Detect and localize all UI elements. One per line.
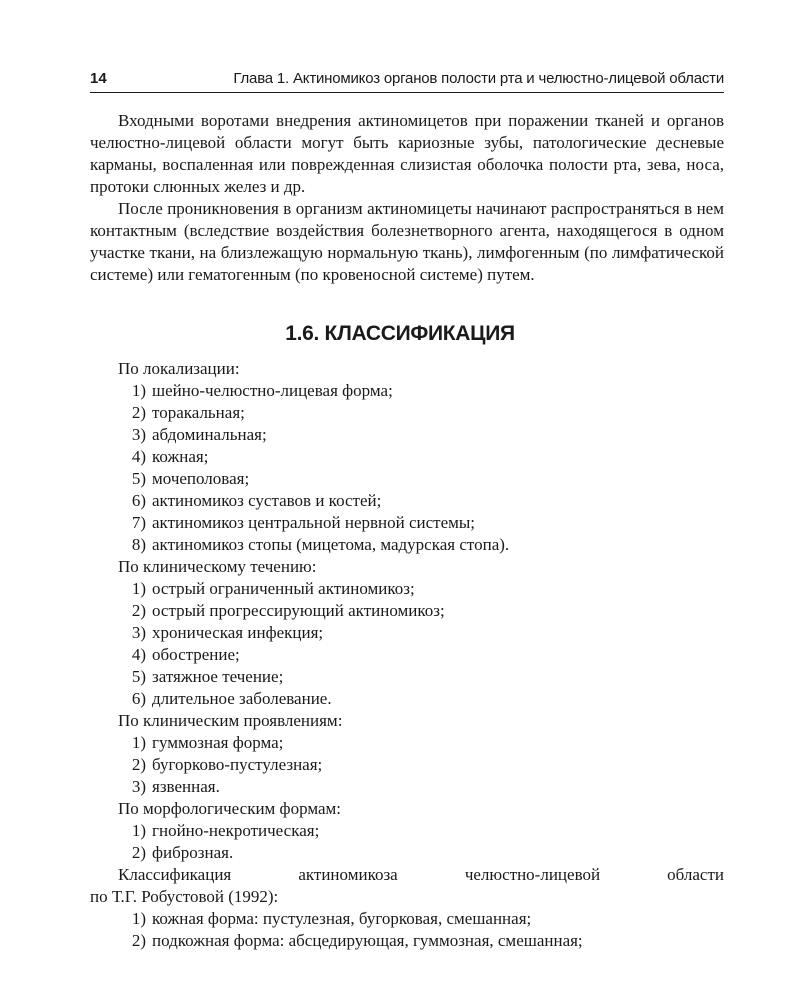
robustova-title-word: Классификация [118, 865, 232, 884]
classification-list [90, 358, 724, 952]
item-number: 2) [131, 755, 146, 774]
list-item [90, 490, 724, 512]
item-text: торакальная; [152, 403, 245, 422]
item-text: кожная; [152, 447, 209, 466]
item-text: фиброзная. [152, 843, 234, 862]
robustova-title-continuation: по Т.Г. Робустовой (1992): [90, 887, 279, 906]
item-number: 2) [131, 601, 146, 620]
group-title: По локализации: [118, 359, 240, 378]
list-item [90, 380, 724, 402]
robustova-title-word: области [667, 865, 724, 884]
item-text: язвенная. [152, 777, 220, 796]
item-text: гуммозная форма; [152, 733, 284, 752]
item-text: гнойно-некротическая; [152, 821, 320, 840]
item-text: затяжное течение; [152, 667, 284, 686]
list-item [90, 622, 724, 644]
list-item [90, 600, 724, 622]
item-number: 2) [131, 931, 146, 950]
page-number: 14 [90, 70, 107, 87]
item-number: 1) [131, 381, 146, 400]
group-title: По клиническому течению: [118, 557, 317, 576]
item-number: 1) [131, 821, 146, 840]
list-item [90, 776, 724, 798]
item-text: актиномикоз суставов и костей; [152, 491, 382, 510]
item-text: острый прогрессирующий актиномикоз; [152, 601, 445, 620]
item-number: 6) [131, 491, 146, 510]
list-item [90, 468, 724, 490]
robustova-title-word: челюстно-лицевой [464, 865, 601, 884]
item-number: 5) [131, 667, 146, 686]
section-heading: 1.6. КЛАССИФИКАЦИЯ [285, 322, 515, 345]
item-number: 7) [131, 513, 146, 532]
item-text: бугорково-пустулезная; [152, 755, 323, 774]
item-number: 4) [131, 645, 146, 664]
item-number: 1) [131, 733, 146, 752]
item-number: 4) [131, 447, 146, 466]
item-number: 1) [131, 579, 146, 598]
robustova-title-word: актиномикоза [298, 865, 398, 884]
list-item [90, 534, 724, 556]
item-text: абдоминальная; [152, 425, 267, 444]
item-text: обострение; [152, 645, 240, 664]
item-number: 6) [131, 689, 146, 708]
list-item [90, 688, 724, 710]
item-number: 3) [131, 623, 146, 642]
item-text: длительное заболевание. [152, 689, 332, 708]
item-text: кожная форма: пустулезная, бугорковая, смешанная; [152, 909, 532, 928]
item-text: хроническая инфекция; [152, 623, 324, 642]
list-item [90, 666, 724, 688]
item-number: 5) [131, 469, 146, 488]
group-title: По морфологическим формам: [118, 799, 341, 818]
list-item [90, 402, 724, 424]
item-number: 3) [131, 777, 146, 796]
item-text: шейно-челюстно-лицевая форма; [152, 381, 393, 400]
item-number: 8) [131, 535, 146, 554]
item-number: 2) [131, 843, 146, 862]
robustova-title [90, 864, 724, 886]
list-item [90, 930, 724, 952]
intro-paragraph: Входными воротами внедрения актиномицетов при поражении тканей и органов челюстно-лицевой области могут быть кариозные зубы, патологические десневые карманы, воспаленная или поврежденная слизистая оболочка полости рта, зева, носа, протоки слюнных желез и др. [90, 111, 724, 196]
list-item [90, 578, 724, 600]
item-text: подкожная форма: абсцедирующая, гуммозная, смешанная; [152, 931, 583, 950]
group-title: По клиническим проявлениям: [118, 711, 343, 730]
list-item [90, 732, 724, 754]
intro-text [90, 110, 724, 286]
list-item [90, 424, 724, 446]
running-title: Глава 1. Актиномикоз органов полости рта и челюстно-лицевой области [233, 70, 724, 87]
running-header [90, 68, 724, 93]
item-text: актиномикоз центральной нервной системы; [152, 513, 476, 532]
item-number: 2) [131, 403, 146, 422]
list-item [90, 644, 724, 666]
item-text: острый ограниченный актиномикоз; [152, 579, 415, 598]
list-item [90, 512, 724, 534]
item-number: 3) [131, 425, 146, 444]
item-number: 1) [131, 909, 146, 928]
item-text: актиномикоз стопы (мицетома, мадурская стопа). [152, 535, 510, 554]
list-item [90, 842, 724, 864]
item-text: мочеполовая; [152, 469, 250, 488]
list-item [90, 908, 724, 930]
list-item [90, 446, 724, 468]
list-item [90, 754, 724, 776]
intro-paragraph: После проникновения в организм актиномицеты начинают распространяться в нем контактным (вследствие воздействия болезнетворного агента, находящегося в одном участке ткани, на близлежащую нормальную ткань), лимфогенным (по лимфатической системе) или гематогенным (по кровеносной системе) путем. [90, 199, 724, 284]
list-item [90, 820, 724, 842]
